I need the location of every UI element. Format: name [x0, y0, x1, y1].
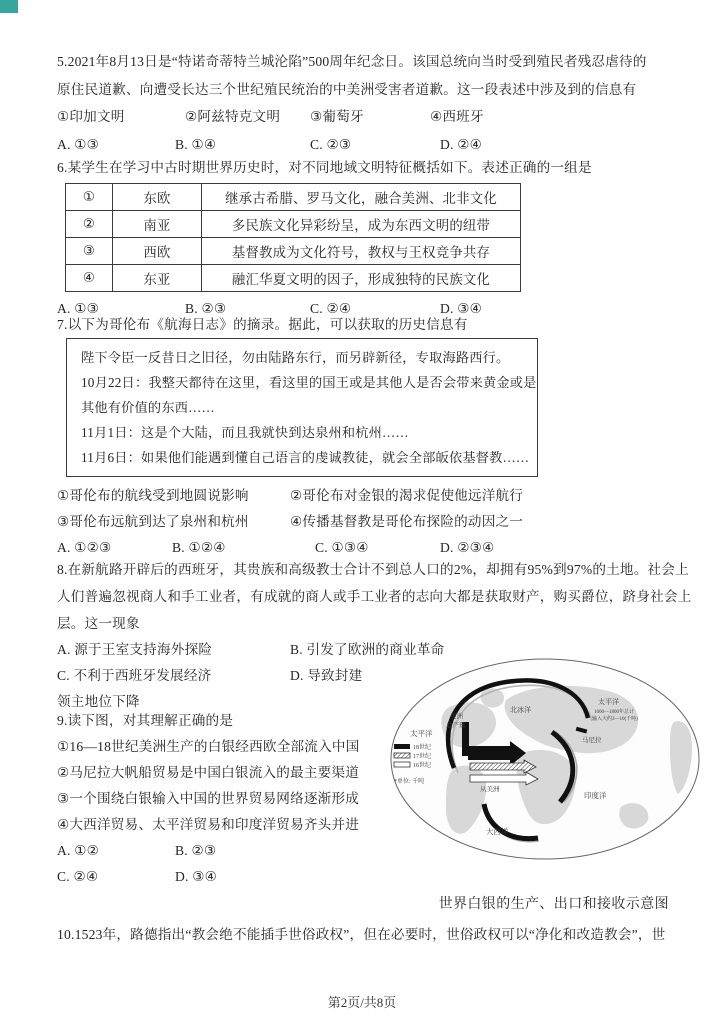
q5-option-a: A. ①③ [57, 136, 99, 152]
q5-item-4: ④西班牙 [430, 109, 484, 124]
map-caption: 世界白银的生产、出口和接收示意图 [438, 897, 669, 912]
q5-line-2: 原住民道歉、向遭受长达三个世纪殖民统治的中美洲受害者道歉。这一段表述中涉及到的信息有 [57, 81, 637, 97]
row-region: 东欧 [113, 184, 202, 211]
q9-option-a: A. ①② [57, 843, 99, 858]
row-number: ③ [66, 238, 113, 265]
q9-option-d: D. ③④ [175, 869, 217, 884]
q5-item-3: ③葡萄牙 [310, 109, 364, 124]
question-7 [57, 312, 671, 561]
q8-option-c: C. 不利于西班牙发展经济 [57, 668, 212, 683]
q8-line-1: 8.在新航路开辟后的西班牙，其贵族和高级教士合计不到总人口的2%，却拥有95%到97%的土地。社会上 [57, 562, 689, 577]
question-6 [57, 155, 671, 323]
label-manila: 马尼拉 [582, 737, 602, 744]
table-row [66, 184, 521, 211]
q5-option-b: B. ①④ [175, 136, 217, 152]
row-desc: 融汇华夏文明的因子，形成独特的民族文化 [202, 265, 521, 292]
legend-swatch-18c [394, 744, 410, 749]
q10-line-1: 10.1523年，路德指出“教会绝不能插手世俗政权”，但在必要时，世俗政权可以“净化和改造教会”，世 [57, 927, 666, 942]
q5-options [57, 131, 671, 159]
row-desc: 多民族文化异彩纷呈，成为东西文明的纽带 [202, 211, 521, 238]
q5-option-c: C. ②③ [310, 136, 352, 152]
quote-line: 11月1日：这是个大陆，而且我就快到达泉州和杭州…… [81, 425, 409, 440]
q7-item-3: ③哥伦布远航到达了泉州和杭州 [57, 514, 249, 529]
row-desc: 基督教成为文化符号，教权与王权竞争共存 [202, 238, 521, 265]
q8-line-3: 层。这一现象 [57, 616, 140, 631]
q6-stem: 6.某学生在学习中古时期世界历史时，对不同地域文明特征概括如下。表述正确的一组是 [57, 160, 592, 175]
label-pacific-right: 太平洋 [598, 698, 619, 706]
q5-item-1: ①印加文明 [57, 109, 125, 124]
q9-option-b: B. ②③ [175, 843, 217, 858]
q9-item-1: ①16—18世纪美洲生产的白银经西欧全部流入中国 [57, 739, 360, 754]
q7-stem: 7.以下为哥伦布《航海日志》的摘录。据此，可以获取的历史信息有 [57, 317, 468, 332]
legend-label-16c: 16世纪 [413, 763, 432, 769]
q7-item-2: ②哥伦布对金银的渴求促使他远洋航行 [290, 488, 524, 503]
label-note-line1: 1600—1800年总计 [594, 710, 635, 715]
quote-line: 陛下令臣一反昔日之旧径，勿由陆路东行，而另辟新径，专取海路西行。 [81, 350, 510, 365]
q7-items-row2 [57, 509, 671, 535]
row-region: 南亚 [113, 211, 202, 238]
q7-items-row1 [57, 483, 671, 509]
label-from-america: 从美洲 [480, 786, 500, 793]
q7-item-1: ①哥伦布的航线受到地圆说影响 [57, 488, 249, 503]
question-10 [57, 921, 671, 949]
quote-line: 11月6日：如果他们能遇到懂自己语言的虔诚教徒，就会全部皈依基督教…… [81, 450, 530, 465]
row-number: ④ [66, 265, 113, 292]
q5-line-1: 5.2021年8月13日是“特诺奇蒂特兰城沦陷”500周年纪念日。该国总统向当时受到殖民者残忍虐待的 [57, 54, 647, 69]
question-5 [57, 48, 671, 158]
q8-option-a: A. 源于王室支持海外探险 [57, 642, 213, 657]
q7-option-d: D. ②③④ [440, 540, 495, 555]
quote-line: 其他有价值的东西…… [81, 400, 215, 415]
q7-option-c: C. ①③④ [315, 540, 369, 555]
q8-option-b: B. 引发了欧洲的商业革命 [290, 642, 445, 657]
label-atlantic: 大西洋 [486, 827, 509, 836]
q7-item-4: ④传播基督教是哥伦布探险的动因之一 [290, 514, 524, 529]
label-america: 美洲 [450, 713, 463, 720]
legend-swatch-16c [394, 762, 410, 767]
legend-label-18c: 18世纪 [413, 745, 432, 751]
label-indian-ocean: 印度洋 [584, 791, 607, 800]
q5-items [57, 103, 671, 131]
table-row [66, 238, 521, 265]
q7-quote-box [66, 338, 538, 477]
quote-line: 10月22日：我整天都待在这里，看这里的国王或是其他人是否会带来黄金或是 [81, 375, 537, 390]
q9-option-c: C. ②④ [57, 869, 99, 884]
silver-trade-map [388, 656, 702, 862]
q5-item-2: ②阿兹特克文明 [185, 109, 281, 124]
q8-option-d: D. 导致封建 [290, 668, 363, 683]
label-pacific-left: 太平洋 [410, 729, 433, 738]
table-row [66, 265, 521, 292]
label-arctic-ocean: 北冰洋 [510, 706, 531, 714]
q9-item-4: ④大西洋贸易、太平洋贸易和印度洋贸易齐头并进 [57, 817, 360, 832]
q7-option-b: B. ①②④ [172, 540, 226, 555]
q8-option-d-continuation: 领主地位下降 [57, 694, 140, 709]
q9-options-row2 [57, 864, 417, 890]
table-row [66, 211, 521, 238]
q6-option-c: C. ②④ [310, 301, 352, 316]
label-total-production: 总产量 [446, 722, 466, 729]
legend-swatch-17c [394, 753, 410, 758]
q9-options-row1 [57, 838, 417, 864]
q7-option-a: A. ①②③ [57, 540, 112, 555]
row-region: 西欧 [113, 238, 202, 265]
row-number: ② [66, 211, 113, 238]
q5-option-d: D. ②④ [440, 136, 482, 152]
question-9 [57, 708, 417, 890]
q6-option-b: B. ②③ [185, 301, 227, 316]
q9-item-2: ②马尼拉大帆船贸易是中国白银流入的最主要渠道 [57, 765, 360, 780]
row-region: 东亚 [113, 265, 202, 292]
row-number: ① [66, 184, 113, 211]
q8-line-2: 人们普遍忽视商人和手工业者，有成就的商人或手工业者的志向大都是获取财产，购买爵位，跻身社会上 [57, 589, 692, 604]
q6-table [65, 183, 521, 292]
q6-option-a: A. ①③ [57, 301, 99, 316]
q9-item-3: ③一个围绕白银输入中国的世界贸易网络逐渐形成 [57, 791, 360, 806]
legend-unit: *单位: 千吨 [394, 779, 425, 785]
world-map-figure [388, 656, 702, 862]
legend-label-17c: 17世纪 [413, 754, 432, 760]
q6-option-d: D. ③④ [440, 301, 482, 316]
q9-stem: 9.读下图，对其理解正确的是 [57, 713, 234, 728]
label-note-line2: 输入大约3—10(千吨) [592, 717, 638, 722]
page-number: 第2页/共8页 [327, 995, 397, 1010]
row-desc: 继承古希腊、罗马文化，融合美洲、北非文化 [202, 184, 521, 211]
